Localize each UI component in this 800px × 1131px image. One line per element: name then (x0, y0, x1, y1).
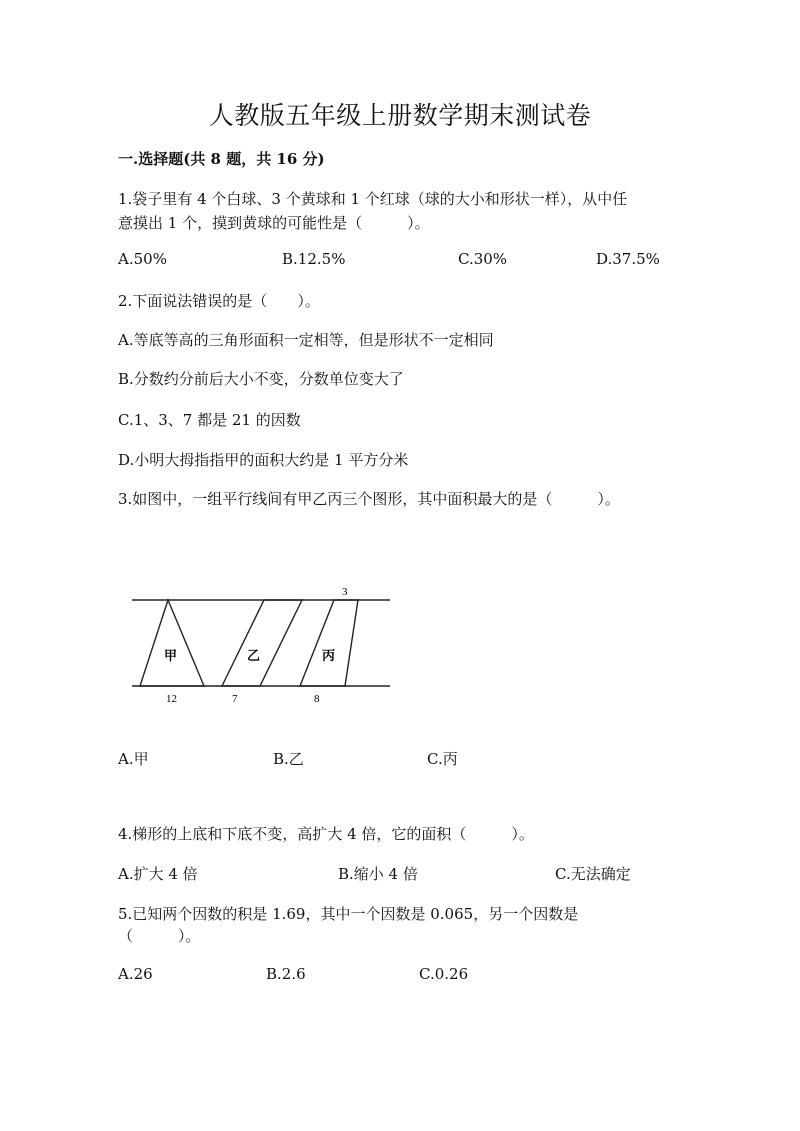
q1-option-d: D.37.5% (596, 250, 660, 268)
q4-option-b: B.缩小 4 倍 (338, 865, 418, 883)
q3-option-c: C.丙 (427, 750, 458, 768)
q3-option-b: B.乙 (273, 750, 304, 768)
parallelogram-yi (222, 600, 302, 686)
q5-option-c: C.0.26 (419, 965, 469, 983)
section-heading: 一.选择题(共 8 题，共 16 分) (118, 150, 325, 168)
q5-stem-line2: （ ）。 (118, 927, 201, 945)
q1-option-b: B.12.5% (282, 250, 346, 268)
triangle-jia (140, 600, 204, 686)
page-title: 人教版五年级上册数学期末测试卷 (208, 101, 592, 130)
label-jia: 甲 (164, 649, 178, 664)
q1-stem-line2: 意摸出 1 个，摸到黄球的可能性是（ ）。 (118, 214, 430, 232)
q2-option-b: B.分数约分前后大小不变，分数单位变大了 (118, 370, 404, 388)
q4-stem: 4.梯形的上底和下底不变，高扩大 4 倍，它的面积（ ）。 (118, 825, 534, 843)
q4-option-c: C.无法确定 (555, 865, 631, 883)
q1-option-a: A.50% (118, 250, 167, 268)
q2-stem: 2.下面说法错误的是（ ）。 (118, 292, 320, 310)
q3-stem: 3.如图中，一组平行线间有甲乙丙三个图形，其中面积最大的是（ ）。 (118, 490, 620, 508)
q3-option-a: A.甲 (118, 750, 149, 768)
number-bottom-12: 12 (166, 693, 177, 705)
number-top-3: 3 (342, 586, 348, 598)
q5-stem-line1: 5.已知两个因数的积是 1.69，其中一个因数是 0.065，另一个因数是 (118, 905, 579, 923)
number-bottom-8: 8 (314, 693, 320, 705)
q1-stem-line1: 1.袋子里有 4 个白球、3 个黄球和 1 个红球（球的大小和形状一样），从中任 (118, 190, 628, 208)
q2-option-c: C.1、3、7 都是 21 的因数 (118, 411, 301, 429)
label-bing: 丙 (322, 649, 336, 664)
q5-option-a: A.26 (118, 965, 153, 983)
q5-option-b: B.2.6 (266, 965, 306, 983)
trapezoid-bing (300, 600, 358, 686)
q2-option-a: A.等底等高的三角形面积一定相等，但是形状不一定相同 (118, 331, 494, 349)
q2-option-d: D.小明大拇指指甲的面积大约是 1 平方分米 (118, 451, 409, 469)
number-bottom-7: 7 (232, 693, 238, 705)
label-yi: 乙 (247, 649, 261, 664)
q4-option-a: A.扩大 4 倍 (118, 865, 198, 883)
parallel-lines-figure (128, 578, 398, 708)
q1-option-c: C.30% (458, 250, 508, 268)
